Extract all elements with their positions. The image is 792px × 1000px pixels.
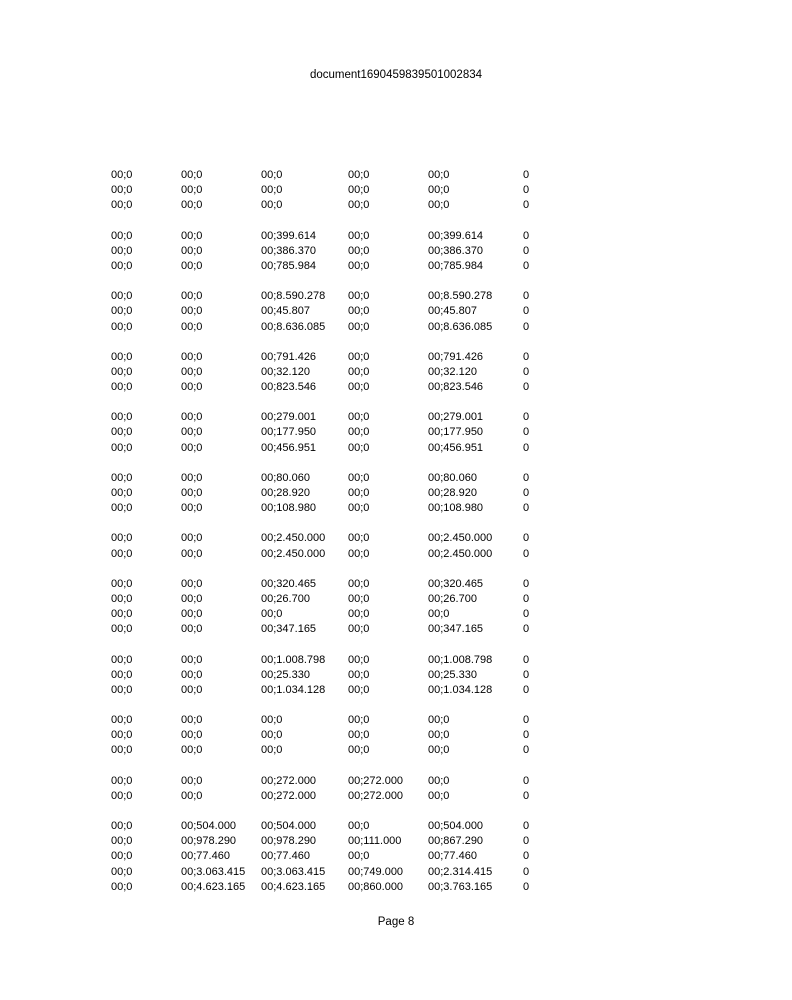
table-cell: 0: [523, 683, 530, 696]
table-cell: 0: [523, 320, 530, 333]
table-row: [0, 410, 792, 425]
table-cell: 00;0: [261, 184, 283, 197]
table-cell: 00;0: [348, 820, 370, 832]
table-cell: 00;399.614: [428, 229, 484, 242]
table-cell: 00;0: [111, 850, 133, 863]
table-cell: 00;45.807: [428, 305, 477, 318]
table-cell: 00;272.000: [348, 789, 404, 802]
row-group: [0, 289, 792, 335]
table-cell: 0: [523, 592, 530, 605]
table-cell: 00;0: [348, 547, 370, 560]
table-cell: 00;0: [111, 774, 133, 787]
table-cell: 0: [523, 184, 530, 197]
document-title: document1690459839501002834: [309, 69, 483, 81]
table-cell: 00;2.450.000: [261, 532, 326, 545]
table-cell: 00;0: [111, 426, 133, 439]
table-cell: 0: [523, 259, 530, 272]
table-cell: 00;45.807: [261, 305, 310, 318]
table-cell: 00;0: [181, 744, 203, 757]
table-cell: 00;0: [181, 259, 203, 272]
table-cell: 00;28.920: [261, 487, 310, 499]
table-cell: 0: [523, 305, 530, 318]
table-cell: 0: [523, 381, 530, 394]
table-cell: 00;80.060: [261, 471, 310, 484]
table-cell: 00;0: [181, 487, 203, 499]
table-cell: 0: [523, 290, 530, 303]
table-cell: 00;0: [111, 729, 133, 742]
table-cell: 00;0: [428, 199, 450, 212]
table-cell: 00;2.450.000: [428, 532, 493, 545]
table-row: [0, 380, 792, 395]
table-cell: 0: [523, 411, 530, 424]
table-row: [0, 229, 792, 244]
table-cell: 00;28.920: [428, 487, 477, 499]
table-cell: 00;0: [181, 229, 203, 242]
table-cell: 00;77.460: [261, 850, 310, 863]
table-cell: 00;0: [181, 532, 203, 545]
table-cell: 00;0: [111, 668, 133, 681]
table-row: [0, 501, 792, 516]
table-cell: 00;0: [111, 577, 133, 590]
table-cell: 0: [523, 471, 530, 484]
table-row: [0, 865, 792, 880]
table-cell: 00;108.980: [428, 502, 484, 515]
table-cell: 0: [523, 774, 530, 787]
table-cell: 0: [523, 169, 530, 181]
table-cell: 00;0: [181, 502, 203, 515]
table-cell: 00;0: [348, 471, 370, 484]
table-cell: 00;0: [181, 350, 203, 363]
table-cell: 00;0: [348, 365, 370, 378]
table-row: [0, 880, 792, 895]
table-cell: 0: [523, 668, 530, 681]
table-cell: 00;1.034.128: [261, 683, 326, 696]
table-row: [0, 819, 792, 834]
table-cell: 00;0: [348, 744, 370, 757]
table-cell: 00;0: [111, 683, 133, 696]
table-cell: 0: [523, 865, 530, 878]
table-cell: 00;3.063.415: [181, 865, 246, 878]
table-cell: 00;0: [348, 199, 370, 212]
table-cell: 00;0: [348, 502, 370, 515]
table-cell: 00;386.370: [428, 244, 484, 257]
table-cell: 0: [523, 350, 530, 363]
table-cell: 00;2.450.000: [261, 547, 326, 560]
table-cell: 00;0: [111, 532, 133, 545]
table-cell: 00;0: [181, 714, 203, 727]
table-cell: 0: [523, 229, 530, 242]
table-row: [0, 622, 792, 637]
table-cell: 00;1.008.798: [261, 653, 326, 666]
table-cell: 0: [523, 744, 530, 757]
table-row: [0, 183, 792, 198]
table-cell: 00;0: [111, 259, 133, 272]
table-cell: 0: [523, 426, 530, 439]
table-cell: 00;0: [111, 184, 133, 197]
table-row: [0, 304, 792, 319]
row-group: [0, 471, 792, 517]
table-cell: 00;0: [111, 653, 133, 666]
table-row: [0, 259, 792, 274]
table-cell: 00;279.001: [261, 411, 317, 424]
table-cell: 00;108.980: [261, 502, 317, 515]
table-cell: 00;25.330: [261, 668, 310, 681]
table-cell: 00;399.614: [261, 229, 317, 242]
table-cell: 0: [523, 789, 530, 802]
table-row: [0, 683, 792, 698]
table-cell: 00;0: [111, 229, 133, 242]
table-cell: 00;8.590.278: [428, 290, 493, 303]
table-cell: 0: [523, 623, 530, 636]
table-cell: 00;0: [181, 305, 203, 318]
table-row: [0, 728, 792, 743]
table-cell: 00;0: [111, 169, 133, 181]
table-cell: 00;0: [111, 592, 133, 605]
row-group: [0, 350, 792, 396]
table-cell: 00;77.460: [181, 850, 230, 863]
table-cell: 00;0: [428, 714, 450, 727]
table-cell: 00;0: [111, 623, 133, 636]
table-cell: 0: [523, 714, 530, 727]
table-cell: 00;0: [181, 290, 203, 303]
table-cell: 00;0: [428, 608, 450, 621]
table-cell: 00;791.426: [428, 350, 484, 363]
table-cell: 00;32.120: [261, 365, 310, 378]
table-cell: 00;0: [348, 592, 370, 605]
table-row: [0, 425, 792, 440]
table-cell: 00;8.636.085: [261, 320, 326, 333]
table-cell: 00;456.951: [261, 441, 317, 454]
table-cell: 00;347.165: [261, 623, 317, 636]
table-cell: 00;347.165: [428, 623, 484, 636]
table-cell: 00;2.450.000: [428, 547, 493, 560]
table-cell: 00;0: [111, 290, 133, 303]
table-cell: 00;0: [428, 169, 450, 181]
table-cell: 00;0: [181, 547, 203, 560]
table-cell: 00;0: [111, 350, 133, 363]
table-cell: 00;0: [181, 577, 203, 590]
table-row: [0, 577, 792, 592]
table-row: [0, 607, 792, 622]
table-cell: 00;0: [348, 532, 370, 545]
row-group: [0, 577, 792, 638]
row-group: [0, 168, 792, 214]
table-cell: 00;0: [181, 365, 203, 378]
table-cell: 00;111.000: [348, 835, 402, 848]
table-row: [0, 168, 792, 183]
table-cell: 00;0: [111, 744, 133, 757]
table-cell: 00;0: [111, 608, 133, 621]
table-cell: 00;0: [348, 305, 370, 318]
table-row: [0, 441, 792, 456]
table-row: [0, 668, 792, 683]
table-cell: 00;0: [261, 729, 283, 742]
table-row: [0, 320, 792, 335]
table-cell: 00;0: [181, 729, 203, 742]
table-cell: 00;0: [348, 623, 370, 636]
table-cell: 00;0: [428, 744, 450, 757]
table-cell: 0: [523, 487, 530, 499]
table-row: [0, 789, 792, 804]
table-cell: 00;978.290: [261, 835, 317, 848]
table-cell: 00;456.951: [428, 441, 484, 454]
table-cell: 0: [523, 532, 530, 545]
table-cell: 0: [523, 199, 530, 212]
table-cell: 00;0: [111, 244, 133, 257]
table-cell: 00;0: [111, 381, 133, 394]
table-cell: 00;0: [348, 244, 370, 257]
table-cell: 00;0: [111, 820, 133, 832]
table-cell: 00;0: [111, 789, 133, 802]
table-cell: 00;272.000: [261, 774, 317, 787]
table-cell: 00;0: [111, 835, 133, 848]
table-cell: 00;785.984: [428, 259, 484, 272]
table-row: [0, 834, 792, 849]
table-cell: 0: [523, 441, 530, 454]
table-row: [0, 743, 792, 758]
table-cell: 00;0: [428, 789, 450, 802]
table-cell: 0: [523, 577, 530, 590]
table-cell: 00;8.636.085: [428, 320, 493, 333]
table-cell: 00;0: [348, 169, 370, 181]
table-cell: 00;3.063.415: [261, 865, 326, 878]
table-cell: 00;0: [348, 229, 370, 242]
page-number: Page 8: [377, 916, 415, 928]
row-group: [0, 531, 792, 561]
table-cell: 00;0: [111, 411, 133, 424]
row-group: [0, 819, 792, 895]
table-cell: 0: [523, 850, 530, 863]
table-cell: 00;0: [111, 365, 133, 378]
table-cell: 00;0: [348, 577, 370, 590]
table-cell: 0: [523, 547, 530, 560]
table-cell: 00;0: [181, 199, 203, 212]
table-row: [0, 471, 792, 486]
table-cell: 00;0: [348, 850, 370, 863]
table-row: [0, 531, 792, 546]
table-cell: 00;0: [181, 184, 203, 197]
table-cell: 00;386.370: [261, 244, 317, 257]
table-cell: 00;0: [181, 668, 203, 681]
table-cell: 00;0: [261, 744, 283, 757]
data-table: [0, 168, 792, 910]
table-cell: 00;0: [348, 411, 370, 424]
table-cell: 00;0: [428, 729, 450, 742]
table-row: [0, 713, 792, 728]
row-group: [0, 410, 792, 456]
table-cell: 00;0: [181, 774, 203, 787]
table-cell: 00;0: [348, 290, 370, 303]
table-cell: 00;0: [111, 199, 133, 212]
table-cell: 00;177.950: [428, 426, 484, 439]
table-cell: 00;0: [348, 683, 370, 696]
table-row: [0, 289, 792, 304]
table-cell: 00;867.290: [428, 835, 484, 848]
table-cell: 00;0: [348, 259, 370, 272]
row-group: [0, 653, 792, 699]
table-cell: 00;80.060: [428, 471, 477, 484]
table-cell: 00;0: [181, 441, 203, 454]
table-cell: 00;0: [181, 608, 203, 621]
table-cell: 00;320.465: [428, 577, 484, 590]
table-cell: 00;279.001: [428, 411, 484, 424]
table-cell: 00;0: [181, 653, 203, 666]
table-cell: 00;823.546: [261, 381, 317, 394]
table-cell: 00;0: [261, 199, 283, 212]
table-cell: 00;823.546: [428, 381, 484, 394]
table-row: [0, 350, 792, 365]
table-cell: 00;0: [348, 320, 370, 333]
table-cell: 00;26.700: [428, 592, 477, 605]
table-cell: 0: [523, 244, 530, 257]
table-cell: 00;791.426: [261, 350, 317, 363]
table-cell: 0: [523, 365, 530, 378]
table-cell: 0: [523, 729, 530, 742]
table-cell: 00;0: [181, 320, 203, 333]
table-row: [0, 774, 792, 789]
table-cell: 00;0: [111, 880, 133, 893]
table-cell: 00;0: [348, 184, 370, 197]
table-cell: 00;0: [111, 547, 133, 560]
table-cell: 00;0: [181, 169, 203, 181]
table-row: [0, 547, 792, 562]
table-cell: 00;3.763.165: [428, 880, 493, 893]
table-cell: 00;0: [348, 729, 370, 742]
table-cell: 00;0: [111, 714, 133, 727]
table-cell: 00;0: [348, 350, 370, 363]
table-cell: 00;0: [111, 502, 133, 515]
table-row: [0, 653, 792, 668]
row-group: [0, 229, 792, 275]
table-cell: 0: [523, 880, 530, 893]
table-cell: 00;0: [261, 169, 283, 181]
table-cell: 0: [523, 820, 530, 832]
table-cell: 00;0: [261, 608, 283, 621]
table-cell: 00;0: [348, 714, 370, 727]
table-cell: 00;0: [181, 592, 203, 605]
table-cell: 00;0: [428, 184, 450, 197]
table-cell: 00;0: [111, 305, 133, 318]
table-cell: 00;785.984: [261, 259, 317, 272]
table-cell: 00;0: [348, 426, 370, 439]
table-cell: 00;1.034.128: [428, 683, 493, 696]
table-cell: 00;8.590.278: [261, 290, 326, 303]
table-cell: 00;1.008.798: [428, 653, 493, 666]
table-cell: 00;0: [181, 623, 203, 636]
table-cell: 00;0: [348, 653, 370, 666]
table-cell: 00;504.000: [261, 820, 317, 832]
table-cell: 0: [523, 835, 530, 848]
table-cell: 00;320.465: [261, 577, 317, 590]
table-cell: 00;0: [111, 441, 133, 454]
table-cell: 00;272.000: [261, 789, 317, 802]
table-cell: 00;0: [261, 714, 283, 727]
table-cell: 00;77.460: [428, 850, 477, 863]
table-cell: 00;4.623.165: [261, 880, 326, 893]
table-cell: 00;0: [111, 320, 133, 333]
table-cell: 0: [523, 502, 530, 515]
table-cell: 00;0: [181, 683, 203, 696]
table-cell: 00;0: [428, 774, 450, 787]
table-cell: 00;504.000: [181, 820, 237, 832]
table-cell: 00;272.000: [348, 774, 404, 787]
table-cell: 0: [523, 653, 530, 666]
table-cell: 00;177.950: [261, 426, 317, 439]
row-group: [0, 774, 792, 804]
table-cell: 00;0: [111, 487, 133, 499]
table-cell: 00;504.000: [428, 820, 484, 832]
table-cell: 00;0: [181, 244, 203, 257]
row-group: [0, 713, 792, 759]
table-cell: 00;0: [181, 789, 203, 802]
table-cell: 00;26.700: [261, 592, 310, 605]
table-cell: 00;25.330: [428, 668, 477, 681]
table-cell: 00;4.623.165: [181, 880, 246, 893]
table-cell: 00;0: [181, 426, 203, 439]
table-cell: 00;0: [348, 381, 370, 394]
table-cell: 00;0: [181, 411, 203, 424]
table-row: [0, 244, 792, 259]
table-cell: 00;0: [348, 608, 370, 621]
table-cell: 00;0: [111, 471, 133, 484]
table-cell: 00;0: [181, 381, 203, 394]
table-cell: 0: [523, 608, 530, 621]
table-cell: 00;978.290: [181, 835, 237, 848]
table-cell: 00;0: [111, 865, 133, 878]
table-row: [0, 592, 792, 607]
table-cell: 00;0: [348, 487, 370, 499]
table-row: [0, 198, 792, 213]
table-row: [0, 365, 792, 380]
table-cell: 00;0: [348, 441, 370, 454]
table-cell: 00;0: [348, 668, 370, 681]
table-row: [0, 486, 792, 501]
table-cell: 00;2.314.415: [428, 865, 493, 878]
table-cell: 00;0: [181, 471, 203, 484]
table-cell: 00;749.000: [348, 865, 404, 878]
table-row: [0, 849, 792, 864]
table-cell: 00;860.000: [348, 880, 404, 893]
table-cell: 00;32.120: [428, 365, 477, 378]
